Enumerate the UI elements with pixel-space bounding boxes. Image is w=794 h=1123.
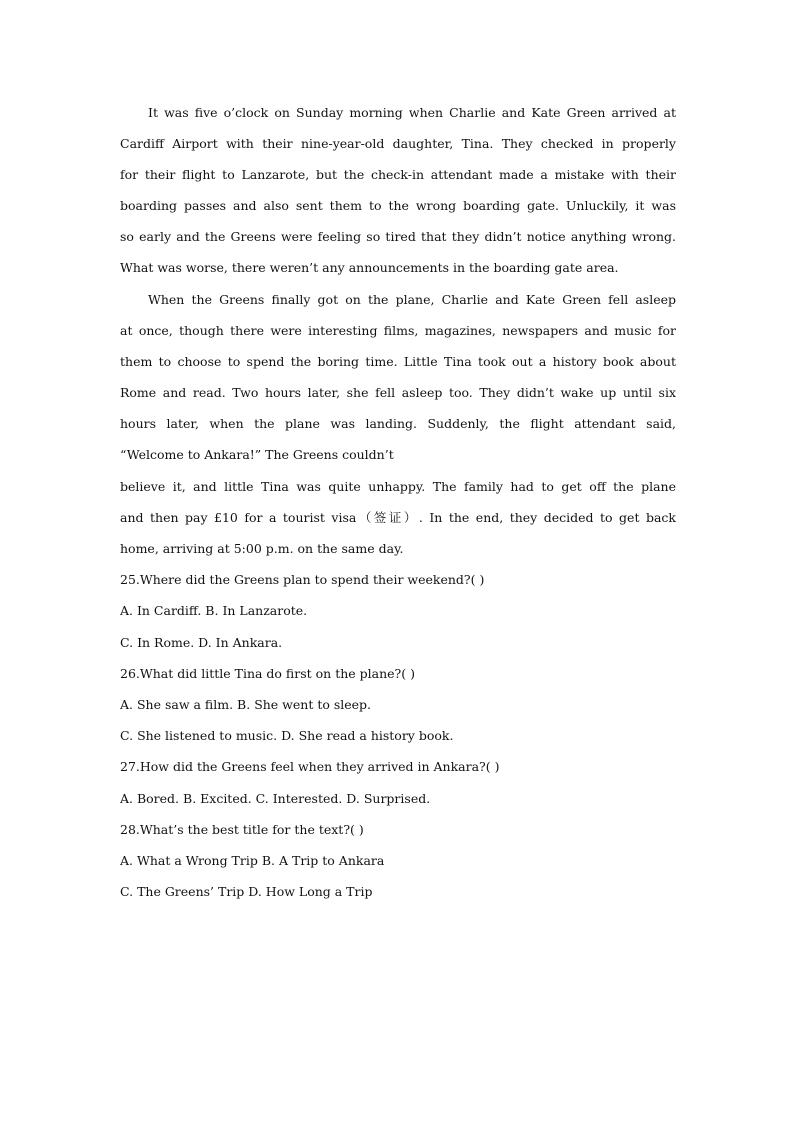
passage-line: Rome and read. Two hours later, she fell asleep too. They didn’t wake up until six — [120, 385, 676, 400]
question-option: C. She listened to music. D. She read a history book. — [120, 728, 454, 743]
passage-line: boarding passes and also sent them to the wrong boarding gate. Unluckily, it was — [120, 198, 676, 213]
passage-line: and then pay £10 for a tourist visa（签证）. In the end, they decided to get back — [120, 510, 676, 525]
question-option: C. In Rome. D. In Ankara. — [120, 635, 283, 650]
passage-line: When the Greens finally got on the plane, Charlie and Kate Green fell asleep — [148, 292, 676, 307]
question-option: A. She saw a film. B. She went to sleep. — [120, 697, 372, 712]
question-stem: 28.What’s the best title for the text?( ) — [120, 822, 364, 837]
question-stem: 26.What did little Tina do first on the plane?( ) — [120, 666, 415, 681]
passage-line: Cardiff Airport with their nine-year-old daughter, Tina. They checked in properly — [120, 136, 676, 151]
question-option: A. In Cardiff. B. In Lanzarote. — [120, 603, 308, 618]
passage-line: hours later, when the plane was landing. Suddenly, the flight attendant said, — [120, 416, 676, 431]
question-stem: 25.Where did the Greens plan to spend their weekend?( ) — [120, 572, 485, 587]
passage-line: them to choose to spend the boring time. Little Tina took out a history book about — [120, 354, 676, 369]
passage-line: believe it, and little Tina was quite unhappy. The family had to get off the plane — [120, 479, 676, 494]
question-option: A. What a Wrong Trip B. A Trip to Ankara — [120, 853, 385, 868]
passage-line: It was five o’clock on Sunday morning when Charlie and Kate Green arrived at — [148, 105, 676, 120]
passage-line: for their flight to Lanzarote, but the check-in attendant made a mistake with their — [120, 167, 676, 182]
question-option: A. Bored. B. Excited. C. Interested. D. Surprised. — [120, 791, 431, 806]
passage-line: so early and the Greens were feeling so tired that they didn’t notice anything wrong. — [120, 229, 676, 244]
question-stem: 27.How did the Greens feel when they arrived in Ankara?( ) — [120, 759, 500, 774]
passage-line: at once, though there were interesting films, magazines, newspapers and music for — [120, 323, 676, 338]
passage-line: “Welcome to Ankara!” The Greens couldn’t — [120, 447, 394, 462]
passage-line: What was worse, there weren’t any announcements in the boarding gate area. — [120, 260, 619, 275]
passage-line: home, arriving at 5:00 p.m. on the same day. — [120, 541, 404, 556]
question-option: C. The Greens’ Trip D. How Long a Trip — [120, 884, 373, 899]
